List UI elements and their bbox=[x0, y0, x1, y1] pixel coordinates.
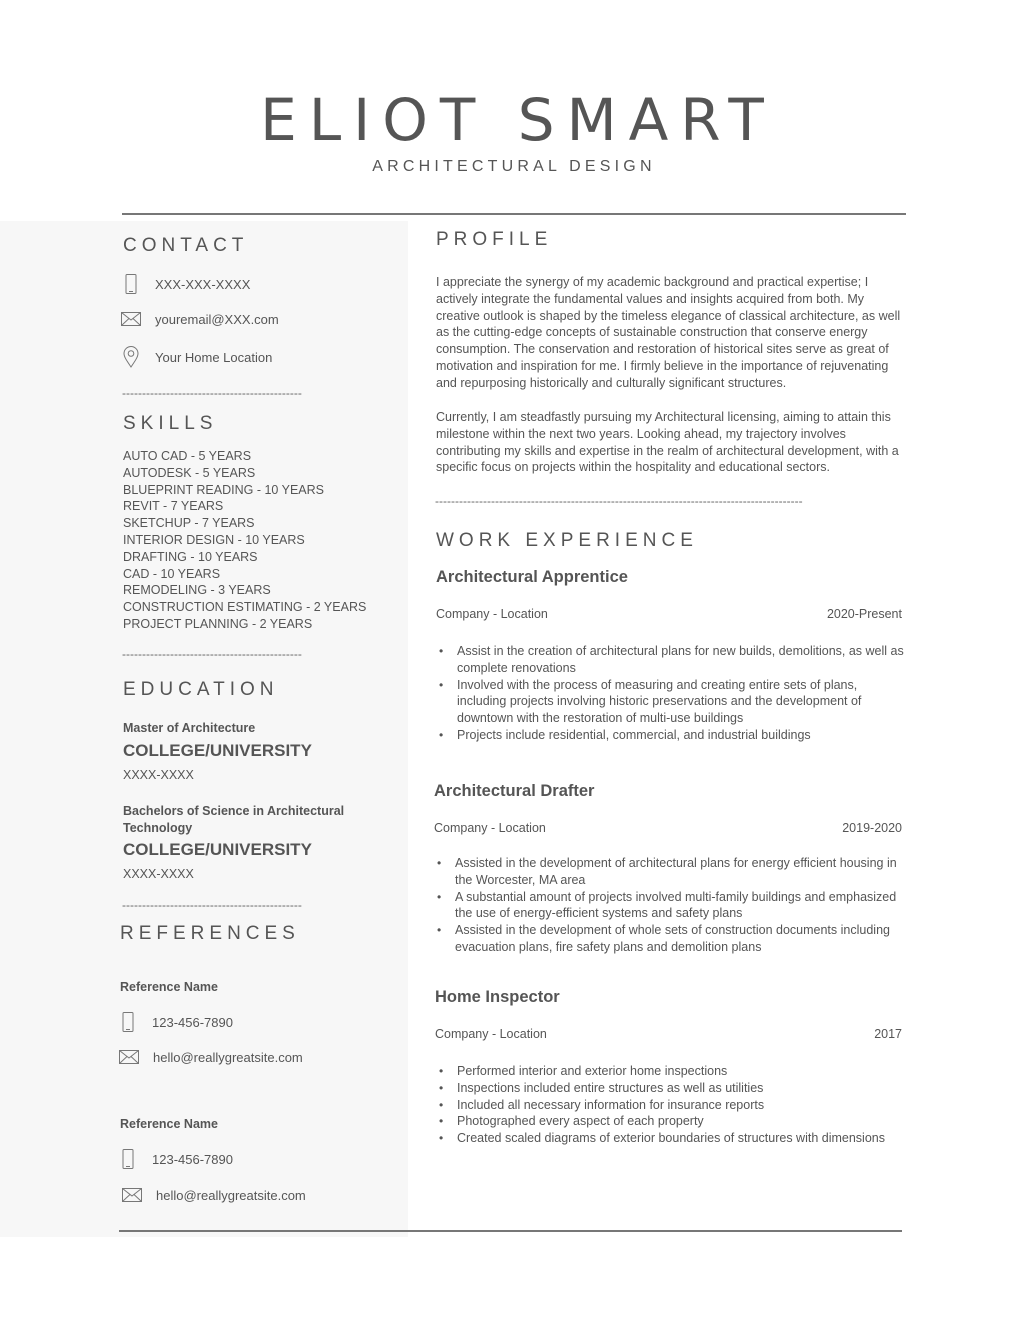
skill-item: CONSTRUCTION ESTIMATING - 2 YEARS bbox=[123, 600, 367, 615]
job-bullet: • Assisted in the development of architectural plans for energy efficient housing in the Worcester, MA area bbox=[434, 855, 910, 889]
job-dates: 2020-Present bbox=[826, 607, 902, 621]
profile-paragraph: Currently, I am steadfastly pursuing my Architectural licensing, aiming to attain this milestone within the next two years. Looking ahead, my trajectory involves contributing my skills and expertise in the realm of architectural development, with a specific focus on projects within the hospitality and educational sectors. bbox=[436, 410, 899, 475]
job-dates: 2019-2020 bbox=[842, 821, 902, 835]
reference-phone bbox=[117, 1148, 233, 1170]
skill-item: PROJECT PLANNING - 2 YEARS bbox=[123, 616, 313, 631]
reference-phone-text: 123-456-7890 bbox=[152, 1151, 233, 1167]
education-entry bbox=[123, 720, 373, 783]
profile-heading: PROFILE bbox=[436, 229, 553, 250]
reference-email bbox=[121, 1184, 306, 1206]
education-degree: Bachelors of Science in Architectural Technology bbox=[123, 804, 345, 835]
reference-phone-text: 123-456-7890 bbox=[152, 1014, 233, 1030]
profile-paragraph: I appreciate the synergy of my academic background and practical expertise; I actively integrate the fundamental values and insights acquired from both. My creative outlook is shaped by the timeless elegance of classical architecture, as well as the cutting-edge concepts of sustainable construction that conserve energy consumption. The conservation and restoration of historical sites serve as great of motivation and inspiration for me. I firmly believe in the importance of rejuvenating and repurposing historically and culturally significant structures. bbox=[436, 275, 901, 390]
envelope-icon bbox=[121, 1184, 143, 1206]
references-heading: REFERENCES bbox=[120, 923, 300, 944]
skills-divider: --------------------------------------------- bbox=[122, 648, 302, 660]
job-bullet: • Assist in the creation of architectural plans for new builds, demolitions, as well as complete renovations bbox=[436, 643, 908, 677]
job-company: Company - Location bbox=[435, 1027, 547, 1041]
phone-icon bbox=[120, 273, 142, 295]
phone-icon bbox=[117, 1148, 139, 1170]
skill-item: CAD - 10 YEARS bbox=[123, 566, 221, 581]
footer-divider bbox=[119, 1230, 902, 1232]
reference-phone bbox=[117, 1011, 233, 1033]
location-pin-icon bbox=[120, 346, 142, 368]
profile-divider: -------------------------------------------------------------------------------------------- bbox=[435, 495, 803, 507]
contact-heading: CONTACT bbox=[123, 235, 249, 256]
job-bullets bbox=[434, 855, 910, 956]
job-bullet: • Photographed every aspect of each property bbox=[436, 1113, 908, 1130]
skill-item: BLUEPRINT READING - 10 YEARS bbox=[123, 482, 324, 497]
reference-email bbox=[118, 1046, 303, 1068]
candidate-title: ARCHITECTURAL DESIGN bbox=[372, 158, 656, 175]
education-entry bbox=[123, 803, 358, 882]
candidate-name: ELIOT SMART bbox=[260, 86, 776, 154]
job-company: Company - Location bbox=[434, 821, 546, 835]
job-meta bbox=[435, 1027, 902, 1041]
skill-item: SKETCHUP - 7 YEARS bbox=[123, 516, 255, 531]
reference-email-text[interactable]: hello@reallygreatsite.com bbox=[153, 1049, 303, 1065]
education-divider: --------------------------------------------- bbox=[122, 899, 302, 911]
job-bullet: • Involved with the process of measuring and creating entire sets of plans, including projects involving historic preservations and the development of downtown with the restoration of multi-use buildings bbox=[436, 677, 908, 727]
job-title: Architectural Drafter bbox=[434, 782, 595, 800]
job-bullets bbox=[436, 643, 908, 744]
skill-item: INTERIOR DESIGN - 10 YEARS bbox=[123, 532, 305, 547]
job-company: Company - Location bbox=[436, 607, 548, 621]
contact-location-text: Your Home Location bbox=[155, 349, 273, 365]
education-school: COLLEGE/UNIVERSITY bbox=[123, 741, 312, 760]
reference-name: Reference Name bbox=[120, 980, 218, 994]
skill-item: AUTO CAD - 5 YEARS bbox=[123, 449, 252, 463]
skills-list bbox=[123, 448, 366, 633]
job-meta bbox=[436, 607, 902, 621]
skill-item: REMODELING - 3 YEARS bbox=[123, 583, 271, 598]
education-school: COLLEGE/UNIVERSITY bbox=[123, 840, 312, 859]
education-years: XXXX-XXXX bbox=[123, 867, 194, 881]
job-bullet: • Performed interior and exterior home inspections bbox=[436, 1063, 908, 1080]
education-heading: EDUCATION bbox=[123, 679, 279, 700]
job-bullet: • Assisted in the development of whole sets of construction documents including evacuation plans, fire safety plans and demolition plans bbox=[434, 922, 910, 956]
job-bullet: • Inspections included entire structures as well as utilities bbox=[436, 1080, 908, 1097]
job-bullet: • Created scaled diagrams of exterior boundaries of structures with dimensions bbox=[436, 1130, 908, 1147]
contact-location bbox=[120, 346, 272, 368]
envelope-icon bbox=[118, 1046, 140, 1068]
envelope-icon bbox=[120, 308, 142, 330]
skill-item: AUTODESK - 5 YEARS bbox=[123, 465, 256, 480]
job-meta bbox=[434, 821, 902, 835]
job-bullet: • A substantial amount of projects involved multi-family buildings and emphasized the use of energy-efficient systems and safety plans bbox=[434, 889, 910, 923]
header-divider bbox=[122, 213, 906, 215]
skills-heading: SKILLS bbox=[123, 413, 218, 434]
job-bullets bbox=[436, 1063, 908, 1147]
education-years: XXXX-XXXX bbox=[123, 768, 194, 782]
job-title: Architectural Apprentice bbox=[436, 568, 628, 586]
job-bullet: • Projects include residential, commercial, and industrial buildings bbox=[436, 727, 908, 744]
work-heading: WORK EXPERIENCE bbox=[436, 530, 698, 551]
phone-icon bbox=[117, 1011, 139, 1033]
job-title: Home Inspector bbox=[435, 988, 560, 1006]
contact-divider: --------------------------------------------- bbox=[122, 387, 302, 399]
education-degree: Master of Architecture bbox=[123, 721, 256, 735]
skill-item: DRAFTING - 10 YEARS bbox=[123, 549, 258, 564]
contact-phone-text: XXX-XXX-XXXX bbox=[155, 276, 251, 292]
job-dates: 2017 bbox=[874, 1027, 902, 1041]
skill-item: REVIT - 7 YEARS bbox=[123, 499, 224, 514]
reference-email-text[interactable]: hello@reallygreatsite.com bbox=[156, 1187, 306, 1203]
contact-email-text[interactable]: youremail@XXX.com bbox=[155, 311, 279, 327]
job-bullet: • Included all necessary information for insurance reports bbox=[436, 1097, 908, 1114]
contact-email bbox=[120, 308, 279, 330]
contact-phone bbox=[120, 273, 250, 295]
reference-name: Reference Name bbox=[120, 1117, 218, 1131]
